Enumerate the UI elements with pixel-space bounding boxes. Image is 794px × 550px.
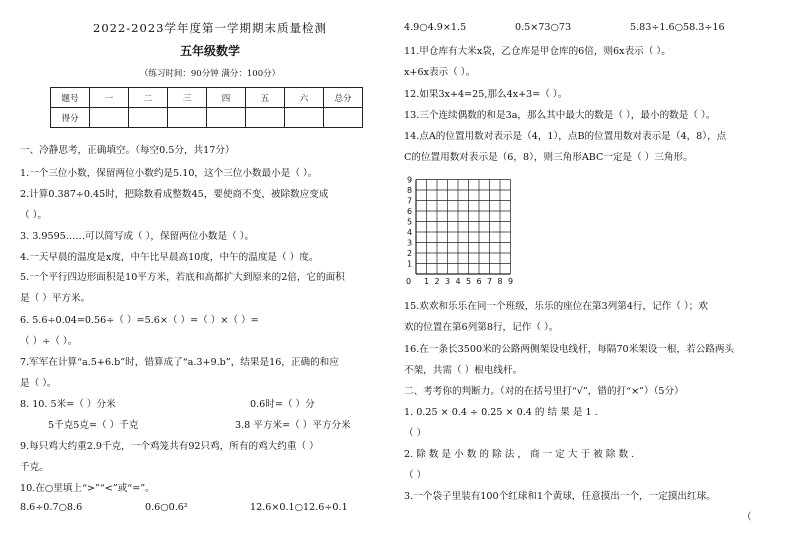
question-15-line-2: 欢的位置在第6列第8行，记作（ ）。 [404, 322, 559, 333]
question-10-item-4: 4.9○4.9×1.5 [404, 22, 467, 33]
score-header-cell: 六 [285, 88, 324, 108]
score-header-cell: 二 [129, 88, 168, 108]
question-10-item-3: 12.6×0.1○12.6÷0.1 [250, 502, 348, 513]
score-header-cell: 四 [207, 88, 246, 108]
question-8-part-2: 0.6时=（ ）分 [250, 399, 315, 410]
question-10-item-6: 5.83÷1.6○58.3÷16 [630, 22, 725, 33]
grid-y-label: 1 [407, 259, 413, 269]
judge-2-bracket: （ ） [404, 470, 427, 481]
question-8-part-4: 3.8 平方米=（ ）平方分米 [235, 420, 351, 431]
question-16-line-1: 16.在一条长3500米的公路两侧架设电线杆，每隔70米架设一根，若公路两头 [404, 344, 735, 355]
grid-y-label: 9 [407, 175, 413, 185]
grid-x-label: 0 [406, 277, 412, 286]
judge-3: 3.一个袋子里装有100个红球和1个黄球，任意摸出一个，一定摸出红球。 [404, 491, 716, 502]
grid-x-label: 3 [445, 277, 451, 286]
question-7-line-2: 是（ ）。 [20, 378, 57, 389]
question-10-item-2: 0.6○0.6² [145, 502, 188, 513]
question-5-line-1: 5.一个平行四边形面积是10平方米，若底和高都扩大到原来的2倍，它的面积 [20, 272, 345, 283]
question-8-part-1: 8. 10. 5米=（ ）分米 [20, 399, 116, 410]
section-1-heading: 一、冷静思考，正确填空。（每空0.5分，共17分） [20, 145, 235, 156]
grid-y-label: 5 [407, 217, 413, 227]
question-14-line-1: 14.点A的位置用数对表示是（4，1），点B的位置用数对表示是（4，8），点 [404, 131, 727, 142]
score-table-score-row [51, 108, 363, 128]
question-14-line-2: C的位置用数对表示是（6，8），则三角形ABC一定是（ ）三角形。 [404, 152, 693, 163]
question-2-line-1: 2.计算0.387÷0.45时，把除数看成整数45，要使商不变，被除数应变成 [20, 189, 329, 200]
grid-lines [416, 180, 511, 275]
question-1: 1.一个三位小数，保留两位小数约是5.10，这个三位小数最小是（ ）。 [20, 168, 318, 179]
question-10-item-5: 0.5×73○73 [515, 22, 572, 33]
exam-subtitle: 五年级数学 [179, 44, 240, 58]
question-11-line-2: x+6x表示（ ）。 [404, 67, 476, 78]
question-9-line-2: 千克。 [20, 462, 49, 473]
question-7-line-1: 7.军军在计算“a.5+6.b”时，错算成了“a.3+9.b”，结果是16，正确的和应 [20, 357, 339, 368]
grid-x-label: 8 [497, 277, 503, 286]
grid-y-labels [407, 176, 412, 269]
question-5-line-2: 是（ ）平方米。 [20, 293, 91, 304]
grid-y-label: 6 [407, 207, 413, 216]
exam-title: 2022-2023学年度第一学期期末质量检测 [93, 21, 327, 35]
grid-y-label: 8 [407, 186, 413, 195]
grid-x-label: 6 [476, 277, 482, 286]
judge-2: 2. 除 数 是 小 数 的 除 法 ， 商 一 定 大 于 被 除 数 . [404, 449, 635, 460]
question-2-line-2: （ ）。 [20, 210, 48, 221]
grid-y-label: 3 [407, 238, 413, 248]
coordinate-grid [404, 168, 524, 286]
section-2-heading: 二、考考你的判断力。（对的在括号里打“√”，错的打“×”）（5分） [404, 386, 684, 397]
score-header-cell: 总分 [324, 88, 363, 108]
score-input-cell[interactable] [207, 108, 246, 128]
grid-x-labels [406, 277, 513, 286]
grid-x-label: 4 [455, 277, 461, 286]
score-header-cell: 题号 [51, 88, 90, 108]
grid-x-label: 2 [434, 277, 440, 286]
question-9-line-1: 9.每只鸡大约重2.9千克，一个鸡笼共有92只鸡，所有的鸡大约重（ ） [20, 441, 319, 452]
grid-x-label: 1 [424, 277, 430, 286]
question-15-line-1: 15.欢欢和乐乐在同一个班级，乐乐的座位在第3列第4行，记作（ ）；欢 [404, 301, 708, 312]
score-header-cell: 一 [90, 88, 129, 108]
question-10-item-1: 8.6÷0.7○8.6 [20, 502, 83, 513]
question-11-line-1: 11.甲仓库有大米x袋，乙仓库是甲仓库的6倍，则6x表示（ ）。 [404, 46, 671, 57]
grid-x-label: 9 [508, 277, 514, 286]
score-header-cell: 三 [168, 88, 207, 108]
question-6-line-2: （ ）÷（ ）。 [20, 336, 78, 347]
score-input-cell[interactable] [168, 108, 207, 128]
score-header-cell: 五 [246, 88, 285, 108]
judge-3-bracket: （ [742, 512, 752, 523]
score-input-cell[interactable] [90, 108, 129, 128]
exam-info: （练习时间：90分钟 满分：100分） [139, 69, 281, 79]
question-13: 13.三个连续偶数的和是3a，那么其中最大的数是（ ），最小的数是（ ）。 [404, 110, 716, 121]
score-input-cell[interactable] [129, 108, 168, 128]
score-input-cell[interactable] [246, 108, 285, 128]
question-3: 3. 3.9595……可以简写成（ ），保留两位小数是（ ）。 [20, 231, 255, 242]
score-table-header-row [51, 88, 363, 108]
grid-y-label: 4 [407, 228, 413, 237]
left-column [20, 20, 400, 128]
question-12: 12.如果3x+4=25,那么4x+3=（ ）。 [404, 89, 568, 100]
question-6: 6. 5.6÷0.04=0.56÷（ ）=5.6×（ ）=（ ）×（ ）= [20, 315, 259, 326]
grid-y-label: 2 [407, 249, 413, 258]
judge-1: 1. 0.25 × 0.4 ÷ 0.25 × 0.4 的 结 果 是 1 . [404, 407, 598, 418]
score-table [50, 87, 363, 128]
question-16-line-2: 不架，共需（ ）根电线杆。 [404, 365, 523, 376]
question-10: 10.在○里填上“>”“<”或“=”。 [20, 483, 155, 494]
question-4: 4.一天早晨的温度是x度，中午比早晨高10度，中午的温度是（ ）度。 [20, 252, 319, 263]
grid-y-label: 7 [407, 196, 413, 206]
grid-x-label: 5 [466, 277, 472, 286]
score-input-cell[interactable] [285, 108, 324, 128]
question-8-part-3: 5千克5克=（ ）千克 [48, 420, 139, 431]
judge-1-bracket: （ ） [404, 428, 427, 439]
score-input-cell[interactable] [324, 108, 363, 128]
score-row-label: 得分 [51, 108, 90, 128]
grid-x-label: 7 [487, 277, 493, 286]
